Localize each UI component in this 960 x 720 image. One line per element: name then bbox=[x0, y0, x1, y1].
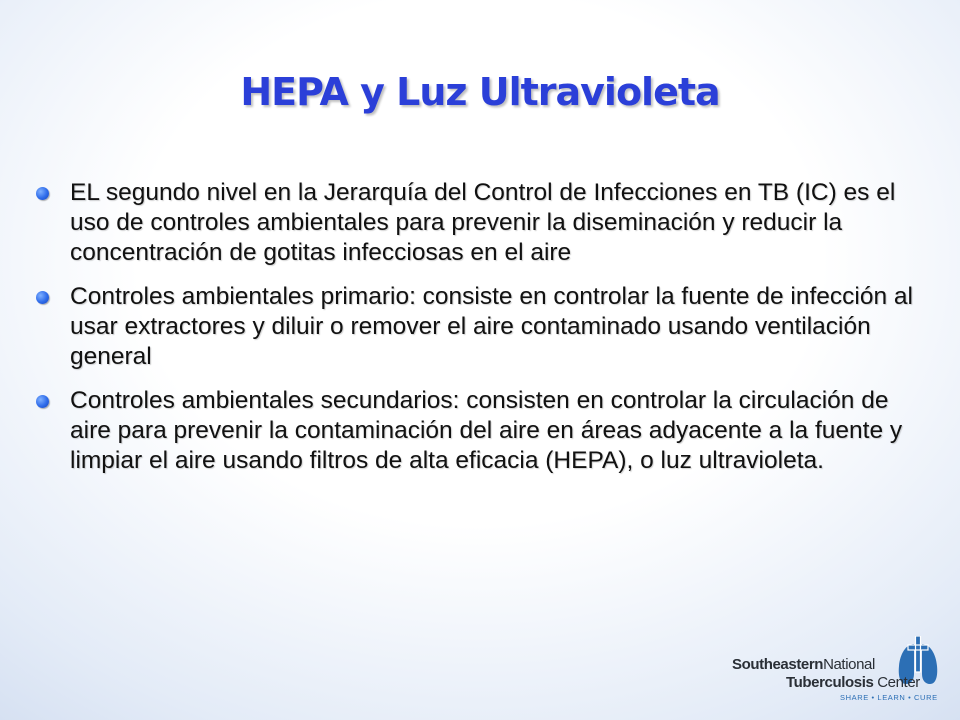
bullet-dot-icon bbox=[36, 187, 49, 200]
bullet-item bbox=[36, 178, 916, 268]
slide-title: HEPA y Luz Ultravioleta bbox=[240, 70, 720, 114]
bullet-dot-icon bbox=[36, 291, 49, 304]
bullet-item bbox=[36, 282, 916, 372]
bullet-text: EL segundo nivel en la Jerarquía del Control de Infecciones en TB (IC) es el uso de controles ambientales para prevenir la diseminación y reducir la concentración de gotitas infecciosas en el aire bbox=[70, 179, 896, 266]
bullet-list bbox=[36, 178, 916, 490]
logo-line2: Tuberculosis Center bbox=[786, 674, 920, 691]
logo-line1: SoutheasternNational bbox=[732, 656, 875, 673]
bullet-text: Controles ambientales secundarios: consisten en controlar la circulación de aire para prevenir la contaminación del aire en áreas adyacente a la fuente y limpiar el aire usando filtros de alta eficacia (HEPA), o luz ultravioleta. bbox=[70, 387, 903, 474]
logo-tagline: SHARE • LEARN • CURE bbox=[840, 693, 938, 702]
organization-logo bbox=[732, 636, 942, 708]
bullet-text: Controles ambientales primario: consiste en controlar la fuente de infección al usar extractores y diluir o remover el aire contaminado usando ventilación general bbox=[70, 283, 913, 370]
bullet-item bbox=[36, 386, 916, 476]
bullet-dot-icon bbox=[36, 395, 49, 408]
